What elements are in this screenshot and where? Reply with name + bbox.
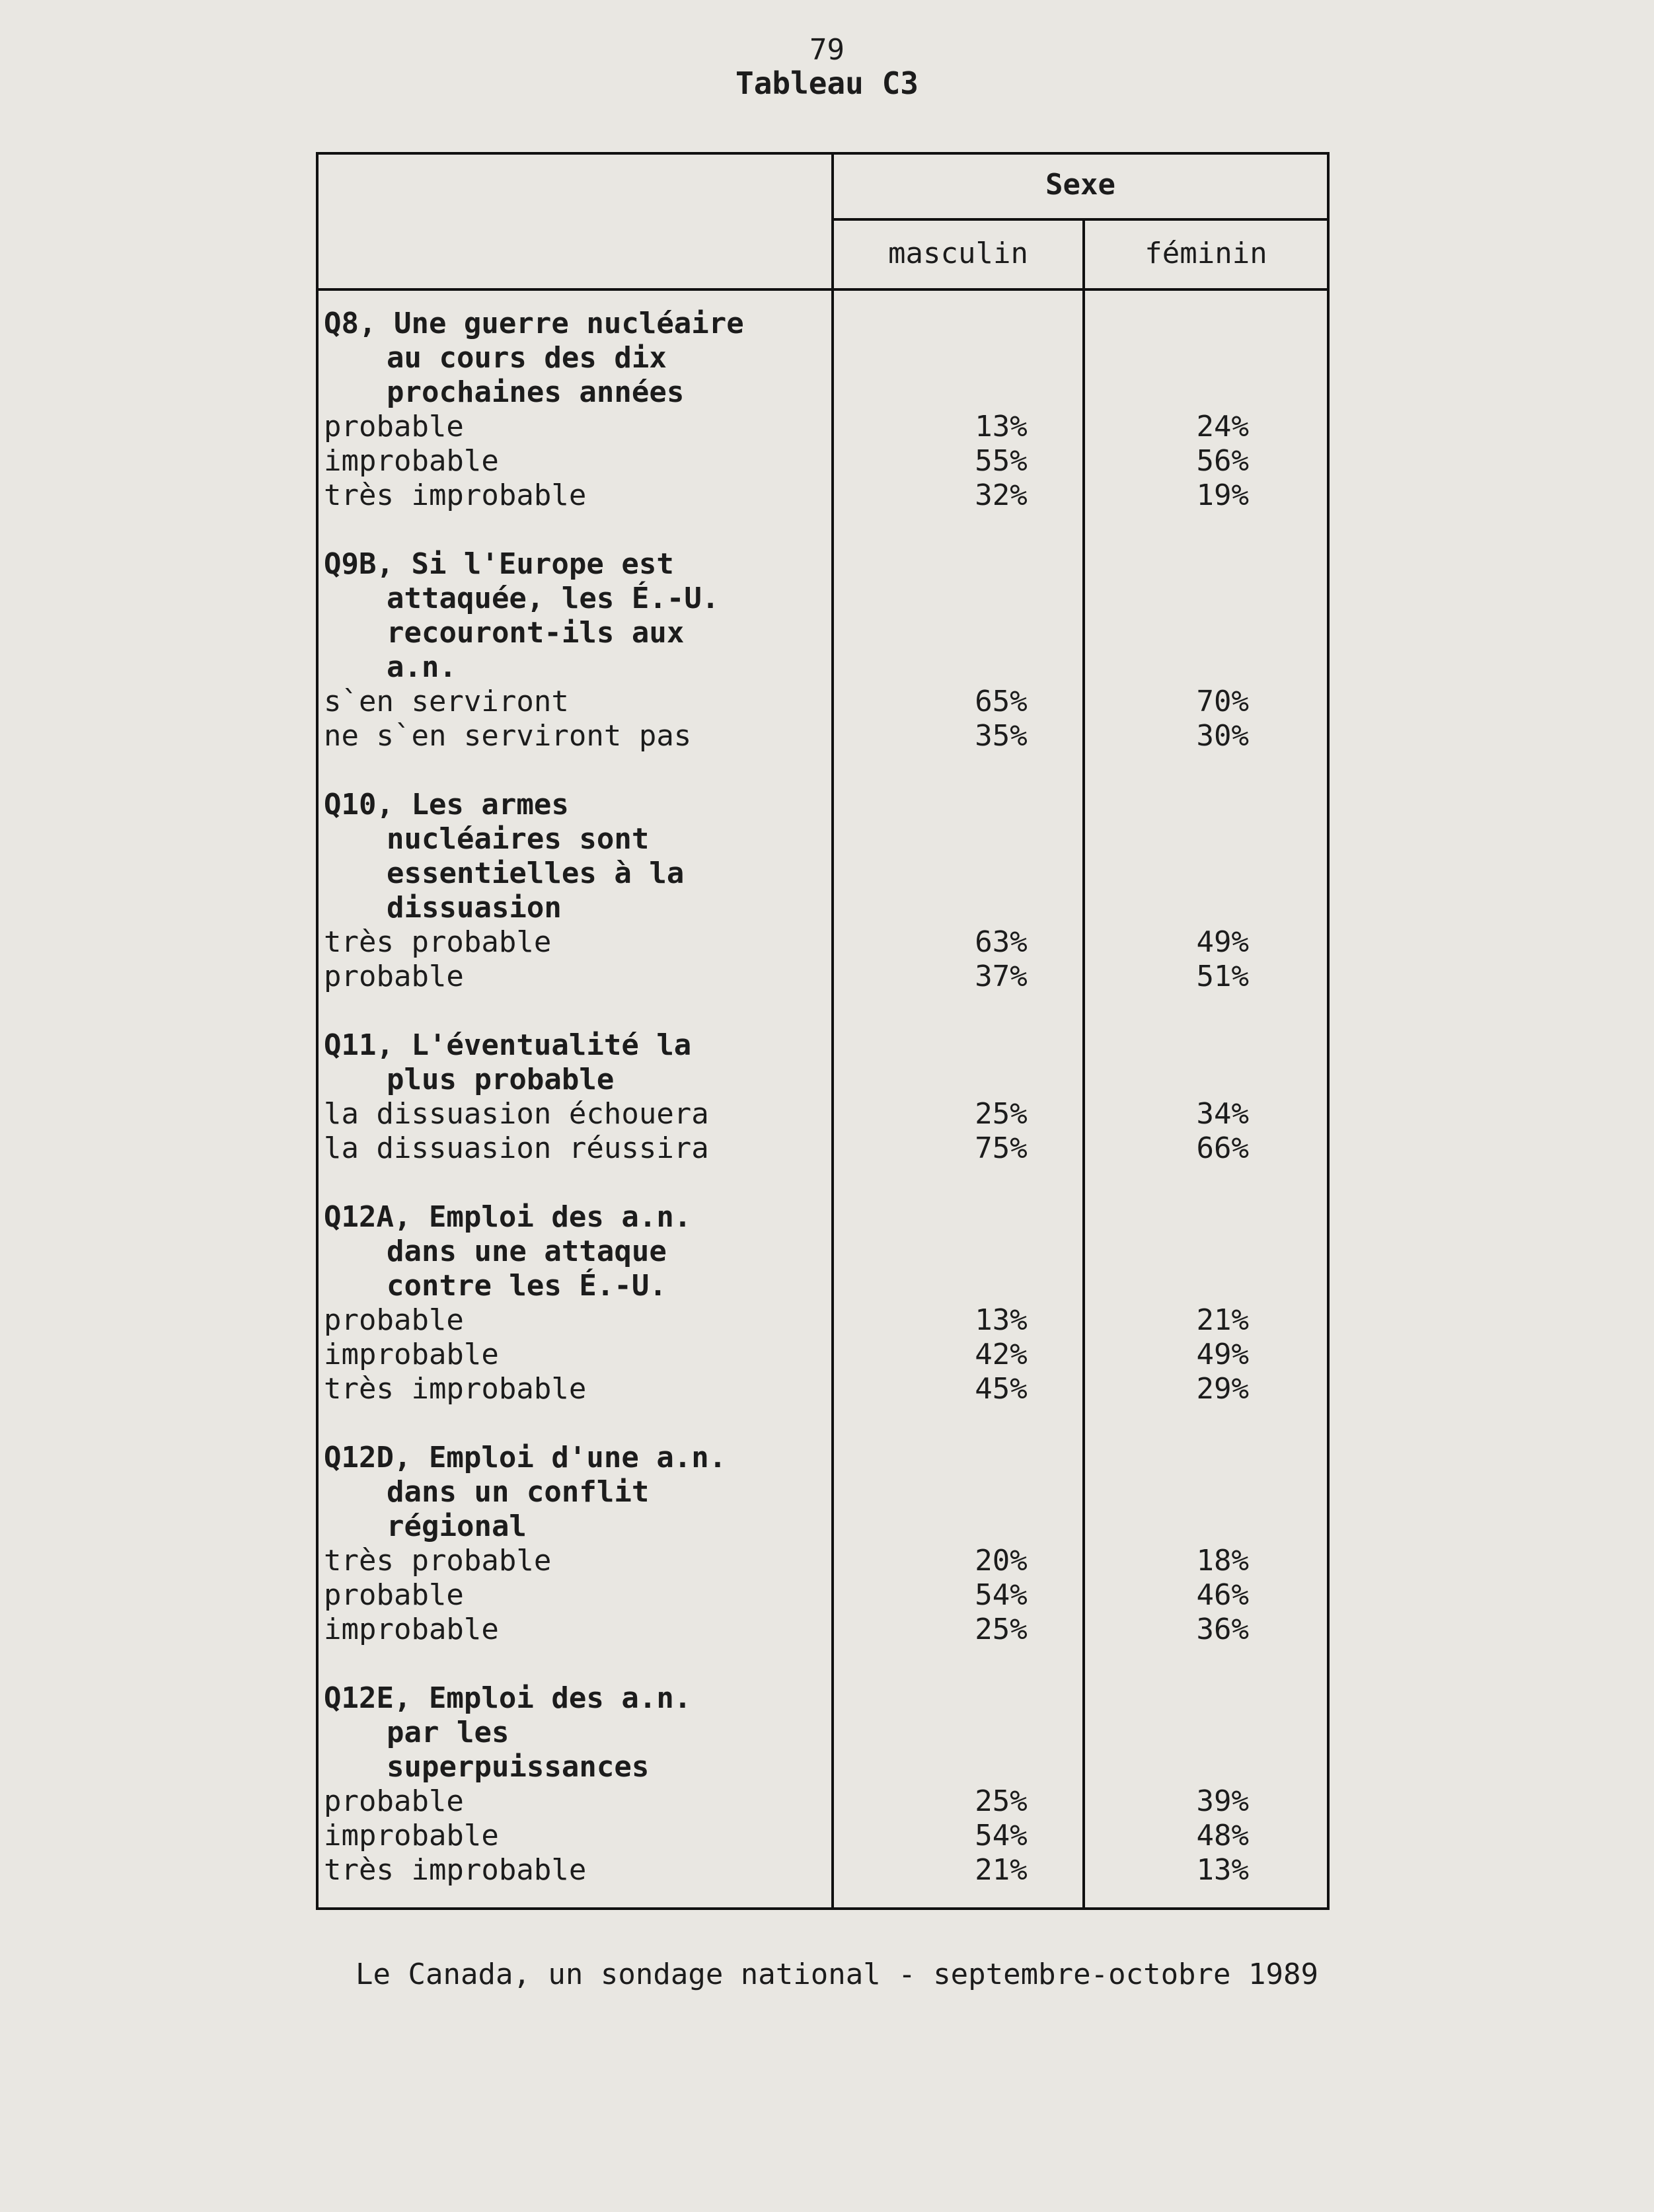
page-title: Tableau C3 [735,65,919,101]
value-feminin: 24% [1196,410,1249,443]
question-row [324,1235,1322,1269]
table-row [324,1613,1322,1647]
value-masculin: 63% [975,925,1028,959]
question-row [324,1475,1322,1509]
table-row [324,685,1322,719]
answer-label: la dissuasion réussira [324,1131,709,1165]
question-row [324,582,1322,616]
question-text: a.n. [387,650,457,684]
value-feminin: 18% [1196,1544,1249,1578]
question-row [324,1269,1322,1303]
question-text: recouront-ils aux [387,616,685,650]
question-row [324,1063,1322,1097]
question-row [324,788,1322,822]
value-masculin: 75% [975,1131,1028,1165]
answer-label: très probable [324,1544,552,1578]
value-masculin: 25% [975,1097,1028,1131]
table-row [324,1097,1322,1131]
table-body [324,307,1322,1888]
question-row [324,375,1322,410]
value-feminin: 51% [1196,960,1249,993]
value-masculin: 13% [975,1303,1028,1337]
answer-label: très probable [324,925,552,959]
value-masculin: 54% [975,1578,1028,1612]
value-masculin: 42% [975,1338,1028,1371]
answer-label: probable [324,960,464,993]
answer-label: improbable [324,1613,499,1646]
answer-label: très improbable [324,478,587,512]
value-masculin: 65% [975,685,1028,718]
question-row [324,650,1322,685]
value-feminin: 36% [1196,1613,1249,1646]
question-text: dans une attaque [387,1235,667,1268]
question-text: Q12E, Emploi des a.n. [324,1681,692,1715]
question-text: contre les É.-U. [387,1269,667,1303]
footer-source: Le Canada, un sondage national - septembre-octobre 1989 [356,1958,1318,1991]
answer-label: très improbable [324,1853,587,1887]
question-row [324,341,1322,375]
question-text: plus probable [387,1063,615,1096]
question-row [324,307,1322,341]
question-row [324,1750,1322,1784]
value-feminin: 48% [1196,1819,1249,1852]
table-row [324,1303,1322,1338]
question-text: dissuasion [387,891,562,925]
value-feminin: 70% [1196,685,1249,718]
table-row [324,444,1322,478]
question-text: attaquée, les É.-U. [387,582,720,615]
value-masculin: 55% [975,444,1028,478]
value-feminin: 39% [1196,1784,1249,1818]
value-feminin: 29% [1196,1372,1249,1406]
question-row [324,1028,1322,1063]
answer-label: ne s`en serviront pas [324,719,692,753]
question-row [324,1200,1322,1235]
table-row [324,925,1322,960]
question-row [324,1509,1322,1544]
value-feminin: 34% [1196,1097,1249,1131]
table-row [324,1819,1322,1853]
header-col-masculin: masculin [888,237,1028,270]
value-masculin: 54% [975,1819,1028,1852]
question-row [324,891,1322,925]
question-text: par les [387,1716,509,1749]
table-row [324,1372,1322,1406]
header-group-sexe: Sexe [1045,168,1115,202]
value-masculin: 35% [975,719,1028,753]
value-masculin: 45% [975,1372,1028,1406]
question-text: régional [387,1509,527,1543]
question-text: nucléaires sont [387,822,650,856]
header-rule-bottom [316,288,1330,291]
question-text: dans un conflit [387,1475,650,1509]
value-feminin: 66% [1196,1131,1249,1165]
value-feminin: 13% [1196,1853,1249,1887]
table-row [324,1338,1322,1372]
question-text: Q11, L'éventualité la [324,1028,692,1062]
value-masculin: 21% [975,1853,1028,1887]
table-row [324,1784,1322,1819]
question-row [324,547,1322,582]
section-gap [324,753,1322,788]
answer-label: la dissuasion échouera [324,1097,709,1131]
table-row [324,410,1322,444]
table-row [324,1578,1322,1613]
question-row [324,1716,1322,1750]
section-gap [324,994,1322,1028]
value-masculin: 25% [975,1784,1028,1818]
question-text: Q12D, Emploi d'une a.n. [324,1441,727,1474]
question-text: Q12A, Emploi des a.n. [324,1200,692,1234]
answer-label: probable [324,410,464,443]
question-text: Q9B, Si l'Europe est [324,547,674,581]
question-text: superpuissances [387,1750,650,1784]
answer-label: très improbable [324,1372,587,1406]
answer-label: s`en serviront [324,685,569,718]
table-row [324,719,1322,753]
value-masculin: 13% [975,410,1028,443]
answer-label: improbable [324,1819,499,1852]
page-number: 79 [809,33,845,67]
answer-label: probable [324,1578,464,1612]
answer-label: improbable [324,444,499,478]
answer-label: probable [324,1784,464,1818]
header-rule-sexe [831,218,1330,221]
value-feminin: 56% [1196,444,1249,478]
value-feminin: 46% [1196,1578,1249,1612]
question-text: Q10, Les armes [324,788,569,821]
answer-label: improbable [324,1338,499,1371]
table-row [324,1544,1322,1578]
question-text: essentielles à la [387,857,685,890]
section-gap [324,513,1322,547]
question-text: Q8, Une guerre nucléaire [324,307,744,340]
question-row [324,822,1322,857]
value-masculin: 37% [975,960,1028,993]
header-col-feminin: féminin [1145,237,1267,270]
section-gap [324,1647,1322,1681]
question-row [324,616,1322,650]
question-row [324,1681,1322,1716]
table-row [324,960,1322,994]
value-masculin: 32% [975,478,1028,512]
answer-label: probable [324,1303,464,1337]
table-row [324,1131,1322,1166]
value-feminin: 19% [1196,478,1249,512]
value-feminin: 21% [1196,1303,1249,1337]
table-row [324,478,1322,513]
table-row [324,1853,1322,1888]
question-row [324,857,1322,891]
value-masculin: 20% [975,1544,1028,1578]
value-feminin: 49% [1196,925,1249,959]
question-row [324,1441,1322,1475]
value-masculin: 25% [975,1613,1028,1646]
value-feminin: 30% [1196,719,1249,753]
question-text: prochaines années [387,375,685,409]
question-text: au cours des dix [387,341,667,375]
value-feminin: 49% [1196,1338,1249,1371]
section-gap [324,1166,1322,1200]
section-gap [324,1406,1322,1441]
